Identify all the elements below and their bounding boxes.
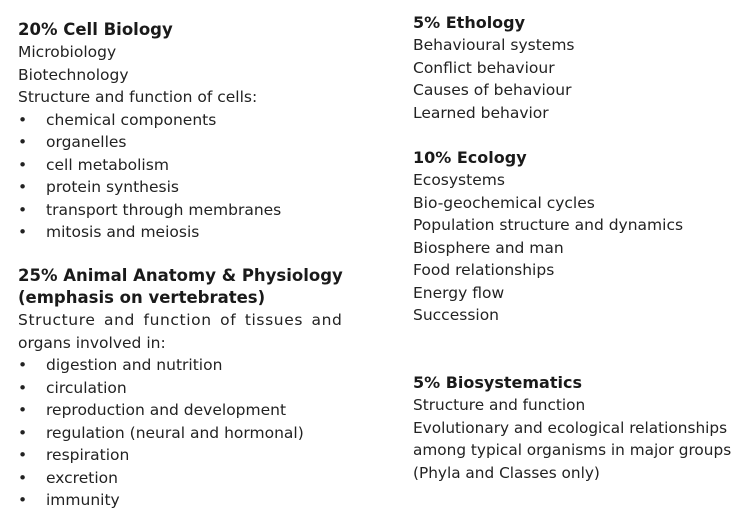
biosystematics-line: among typical organisms in major groups xyxy=(413,441,732,459)
animal-anatomy-bullet-list xyxy=(18,354,343,512)
bullet-icon: • xyxy=(18,110,28,129)
list-item-text: reproduction and development xyxy=(46,401,287,419)
ecology-line: Biosphere and man xyxy=(413,238,564,257)
bullet-icon: • xyxy=(18,223,28,241)
list-item-text: chemical components xyxy=(46,110,217,129)
list-item xyxy=(18,354,343,377)
cell-biology-section xyxy=(18,19,281,244)
ethology-section xyxy=(413,12,575,124)
ethology-line: Behavioural systems xyxy=(413,36,575,54)
list-item xyxy=(18,489,343,512)
ecology-line: Bio-geochemical cycles xyxy=(413,193,595,212)
ecology-line: Succession xyxy=(413,306,500,324)
bullet-icon: • xyxy=(18,468,28,487)
bullet-icon: • xyxy=(18,178,28,196)
biosystematics-section xyxy=(413,372,731,484)
list-item xyxy=(18,377,343,400)
bullet-icon: • xyxy=(18,133,28,151)
list-item-text: mitosis and meiosis xyxy=(46,223,200,241)
list-item-text: respiration xyxy=(46,446,130,464)
biosystematics-line: Evolutionary and ecological relationships xyxy=(413,418,728,437)
cell-biology-line: Microbiology xyxy=(18,43,117,61)
biosystematics-line: (Phyla and Classes only) xyxy=(413,463,600,482)
list-item xyxy=(18,444,343,467)
bullet-icon: • xyxy=(18,378,28,397)
list-item xyxy=(18,422,343,445)
bullet-icon: • xyxy=(18,401,28,419)
ethology-line: Learned behavior xyxy=(413,103,549,122)
biosystematics-heading: 5% Biosystematics xyxy=(413,373,582,392)
list-item xyxy=(18,199,281,222)
list-item-text: organelles xyxy=(46,133,127,151)
list-item-text: protein synthesis xyxy=(46,178,179,196)
list-item xyxy=(18,109,281,132)
list-item xyxy=(18,467,343,490)
bullet-icon: • xyxy=(18,155,28,174)
list-item xyxy=(18,221,281,244)
cell-biology-line: Biotechnology xyxy=(18,65,129,84)
list-item-text: cell metabolism xyxy=(46,155,169,174)
list-item-text: regulation (neural and hormonal) xyxy=(46,423,304,442)
list-item xyxy=(18,399,343,422)
bullet-icon: • xyxy=(18,356,28,374)
bullet-icon: • xyxy=(18,491,28,509)
cell-biology-line: Structure and function of cells: xyxy=(18,88,258,106)
list-item-text: immunity xyxy=(46,491,120,509)
ecology-section xyxy=(413,147,683,327)
list-item-text: excretion xyxy=(46,468,118,487)
cell-biology-bullet-list xyxy=(18,109,281,244)
list-item xyxy=(18,176,281,199)
list-item-text: circulation xyxy=(46,378,127,397)
list-item xyxy=(18,131,281,154)
animal-anatomy-subheading: (emphasis on vertebrates) xyxy=(18,288,266,307)
bullet-icon: • xyxy=(18,423,28,442)
ethology-line: Conflict behaviour xyxy=(413,58,555,77)
ecology-line: Food relationships xyxy=(413,261,555,279)
ecology-line: Energy flow xyxy=(413,283,505,302)
animal-anatomy-line: organs involved in: xyxy=(18,333,166,352)
ethology-line: Causes of behaviour xyxy=(413,81,572,99)
biosystematics-line: Structure and function xyxy=(413,396,586,414)
animal-anatomy-heading: 25% Animal Anatomy & Physiology xyxy=(18,266,343,285)
ecology-heading: 10% Ecology xyxy=(413,148,527,167)
cell-biology-heading: 20% Cell Biology xyxy=(18,20,173,39)
animal-anatomy-section xyxy=(18,265,343,512)
animal-anatomy-line: Structure and function of tissues and xyxy=(18,311,343,329)
list-item xyxy=(18,154,281,177)
ecology-line: Population structure and dynamics xyxy=(413,216,684,234)
list-item-text: digestion and nutrition xyxy=(46,356,223,374)
bullet-icon: • xyxy=(18,446,28,464)
list-item-text: transport through membranes xyxy=(46,200,282,219)
ethology-heading: 5% Ethology xyxy=(413,13,526,32)
bullet-icon: • xyxy=(18,200,28,219)
ecology-line: Ecosystems xyxy=(413,171,505,189)
